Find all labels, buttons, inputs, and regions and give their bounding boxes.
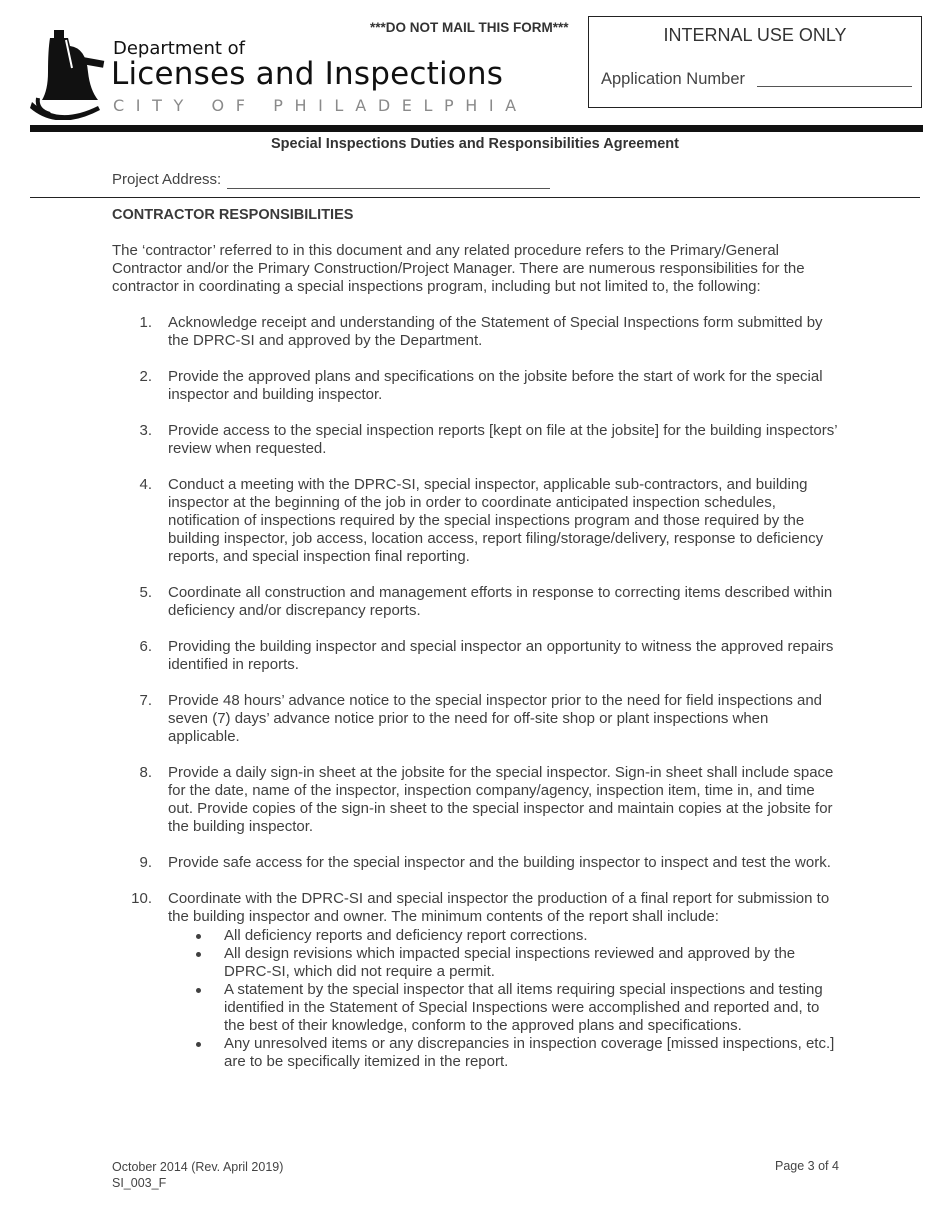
item-number: 1. [139, 314, 152, 331]
list-item [112, 476, 842, 566]
do-not-mail-notice: ***DO NOT MAIL THIS FORM*** [370, 20, 569, 35]
document-title: Special Inspections Duties and Responsibilities Agreement [271, 136, 679, 152]
project-address-field[interactable] [227, 188, 550, 189]
item-number: 7. [139, 692, 152, 709]
department-line1: Department of [113, 38, 245, 59]
list-item [112, 368, 842, 404]
bullet-icon [196, 952, 201, 957]
item-text: Coordinate with the DPRC-SI and special inspector the production of a final report for submission to the building inspector and owner. The minimum contents of the report shall include: [168, 890, 830, 925]
item-number: 5. [139, 584, 152, 601]
responsibilities-list [112, 314, 842, 1089]
bullet-icon [196, 934, 201, 939]
bullet-icon [196, 988, 201, 993]
item-text: Acknowledge receipt and understanding of the Statement of Special Inspections form submitted by the DPRC-SI and approved by the Department. [168, 314, 823, 349]
item-text: Provide safe access for the special inspector and the building inspector to inspect and test the work. [168, 854, 831, 871]
bullet-icon [196, 1042, 201, 1047]
item-text: Provide the approved plans and specifications on the jobsite before the start of work for the special inspector and building inspector. [168, 368, 823, 403]
internal-use-box [588, 16, 922, 108]
item-text: Conduct a meeting with the DPRC-SI, special inspector, applicable sub-contractors, and building inspector at the beginning of the job in order to coordinate anticipated inspection schedules, notification of inspections required by the special inspections program and those required by the building inspector, job access, location access, report filing/storage/delivery, response to deficiency reports, and special inspection final reporting. [168, 476, 824, 565]
item-number: 6. [139, 638, 152, 655]
item-number: 10. [131, 890, 152, 907]
revision-date: October 2014 (Rev. April 2019) [112, 1160, 284, 1174]
list-item [112, 692, 842, 746]
header-divider [30, 125, 923, 132]
report-contents-list [168, 927, 842, 1071]
bullet-text: All deficiency reports and deficiency report corrections. [224, 927, 588, 944]
item-text: Provide access to the special inspection reports [kept on file at the jobsite] for the building inspectors’ review when requested. [168, 422, 837, 457]
bullet-text: A statement by the special inspector that all items requiring special inspections and testing identified in the Statement of Special Inspections were accomplished and reported and, to the best of their knowledge, conform to the approved plans and specifications. [224, 981, 823, 1034]
list-item [112, 854, 842, 872]
item-number: 4. [139, 476, 152, 493]
item-number: 8. [139, 764, 152, 781]
list-item [112, 638, 842, 674]
bullet-text: All design revisions which impacted special inspections reviewed and approved by the DPRC-SI, which did not require a permit. [224, 945, 796, 980]
item-number: 3. [139, 422, 152, 439]
section-heading: CONTRACTOR RESPONSIBILITIES [112, 207, 354, 223]
list-item [112, 584, 842, 620]
item-text: Provide a daily sign-in sheet at the jobsite for the special inspector. Sign-in sheet shall include space for the date, name of the inspector, inspection company/agency, inspection item, time in, and time out. Provide copies of the sign-in sheet to the special inspector and maintain copies at the jobsite for the building inspector. [168, 764, 834, 835]
intro-paragraph: The ‘contractor’ referred to in this document and any related procedure refers to the Primary/General Contractor and/or the Primary Construction/Project Manager. There are numerous responsibilities for the contractor in coordinating a special inspections program, including but not limited to, the following: [112, 242, 805, 295]
bullet-item [168, 945, 842, 981]
section-divider [30, 197, 920, 198]
bullet-item [168, 927, 842, 945]
item-text: Coordinate all construction and management efforts in response to correcting items described within deficiency and/or discrepancy reports. [168, 584, 833, 619]
bullet-text: Any unresolved items or any discrepancies in inspection coverage [missed inspections, etc.] are to be specifically itemized in the report. [224, 1035, 835, 1070]
application-number-field[interactable] [757, 86, 912, 87]
bullet-item [168, 1035, 842, 1071]
list-item [112, 890, 842, 1071]
list-item [112, 764, 842, 836]
page-number: Page 3 of 4 [775, 1159, 839, 1173]
item-number: 2. [139, 368, 152, 385]
form-id: SI_003_F [112, 1176, 167, 1190]
item-text: Provide 48 hours’ advance notice to the special inspector prior to the need for field inspections and seven (7) days’ advance notice prior to the need for off-site shop or plant inspections when applicable. [168, 692, 823, 745]
department-name: Licenses and Inspections [111, 56, 504, 92]
application-number-label: Application Number [601, 70, 745, 88]
item-text: Providing the building inspector and special inspector an opportunity to witness the approved repairs identified in reports. [168, 638, 834, 673]
project-address-label: Project Address: [112, 171, 222, 188]
bullet-item [168, 981, 842, 1035]
item-number: 9. [139, 854, 152, 871]
liberty-bell-icon [28, 28, 106, 120]
city-name: CITY OF PHILADELPHIA [113, 96, 528, 115]
list-item [112, 422, 842, 458]
list-item [112, 314, 842, 350]
internal-use-title: INTERNAL USE ONLY [663, 25, 847, 45]
